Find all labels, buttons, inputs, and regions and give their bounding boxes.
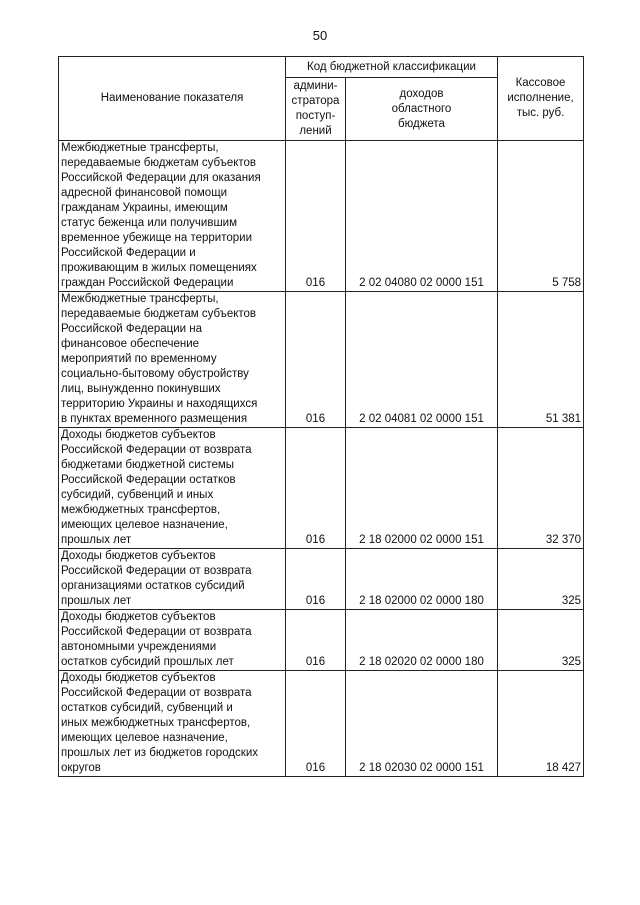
row-name: Доходы бюджетов субъектов Российской Федерации от возврата организациями остатков субсидий прошлых лет xyxy=(59,549,286,610)
row-code: 2 02 04080 02 0000 151 xyxy=(346,141,498,292)
row-administrator: 016 xyxy=(286,292,346,428)
table-row xyxy=(59,671,584,777)
row-code: 2 18 02000 02 0000 180 xyxy=(346,549,498,610)
row-administrator: 016 xyxy=(286,549,346,610)
table-row xyxy=(59,141,584,292)
header-name: Наименование показателя xyxy=(59,57,286,141)
row-amount: 51 381 xyxy=(498,292,584,428)
row-amount: 32 370 xyxy=(498,428,584,549)
row-name: Межбюджетные трансферты, передаваемые бюджетам субъектов Российской Федерации для оказания адресной финансовой помощи гражданам Украины, имеющим статус беженца или получившим временное убежище на территории Российской Федерации и проживающим в жилых помещениях граждан Российской Федерации xyxy=(59,141,286,292)
header-income: доходов областного бюджета xyxy=(346,78,498,141)
page-number: 50 xyxy=(312,28,328,43)
row-amount: 325 xyxy=(498,549,584,610)
header-administrator: админи- стратора поступ- лений xyxy=(286,78,346,141)
row-code: 2 02 04081 02 0000 151 xyxy=(346,292,498,428)
row-administrator: 016 xyxy=(286,141,346,292)
row-name: Доходы бюджетов субъектов Российской Федерации от возврата остатков субсидий, субвенций и иных межбюджетных трансфертов, имеющих целевое назначение, прошлых лет из бюджетов городских округов xyxy=(59,671,286,777)
header-row-top xyxy=(59,57,584,78)
header-amount: Кассовое исполнение, тыс. руб. xyxy=(498,57,584,141)
table-row xyxy=(59,549,584,610)
row-name: Межбюджетные трансферты, передаваемые бюджетам субъектов Российской Федерации на финансовое обеспечение мероприятий по временному социально-бытовому обустройству лиц, вынужденно покинувших территорию Украины и находящихся в пунктах временного размещения xyxy=(59,292,286,428)
table-header xyxy=(59,57,584,141)
row-administrator: 016 xyxy=(286,671,346,777)
row-administrator: 016 xyxy=(286,428,346,549)
table-row xyxy=(59,610,584,671)
row-amount: 5 758 xyxy=(498,141,584,292)
table-row xyxy=(59,292,584,428)
row-name: Доходы бюджетов субъектов Российской Федерации от возврата бюджетами бюджетной системы Российской Федерации остатков субсидий, субвенций и иных межбюджетных трансфертов, имеющих целевое назначение, прошлых лет xyxy=(59,428,286,549)
row-code: 2 18 02020 02 0000 180 xyxy=(346,610,498,671)
table-body xyxy=(59,141,584,777)
row-code: 2 18 02030 02 0000 151 xyxy=(346,671,498,777)
row-amount: 18 427 xyxy=(498,671,584,777)
row-amount: 325 xyxy=(498,610,584,671)
row-administrator: 016 xyxy=(286,610,346,671)
header-classification-group: Код бюджетной классификации xyxy=(286,57,498,78)
budget-table xyxy=(58,56,584,777)
table-row xyxy=(59,428,584,549)
row-code: 2 18 02000 02 0000 151 xyxy=(346,428,498,549)
row-name: Доходы бюджетов субъектов Российской Федерации от возврата автономными учреждениями остатков субсидий прошлых лет xyxy=(59,610,286,671)
